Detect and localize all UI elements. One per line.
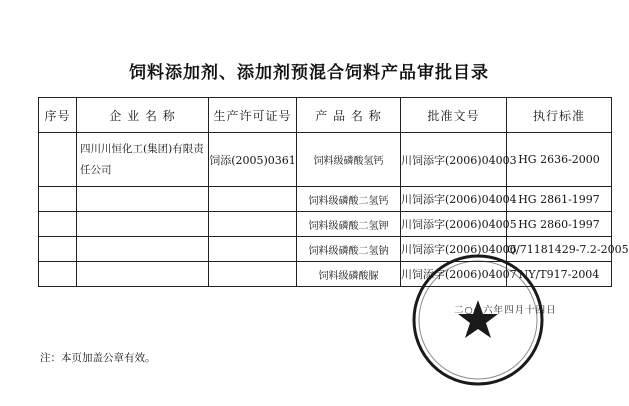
approval-cell: 川饲添字(2006)04006 xyxy=(401,237,507,262)
company-cell xyxy=(77,187,209,212)
standard-cell: HG 2636-2000 xyxy=(507,133,612,187)
header-company: 企 业 名 称 xyxy=(77,98,209,133)
serial-cell xyxy=(39,237,77,262)
standard-cell: Q/71181429-7.2-2005 xyxy=(507,237,612,262)
company-cell xyxy=(77,262,209,287)
company-cell xyxy=(77,237,209,262)
company-cell: 四川川恒化工(集团)有限责任公司 xyxy=(77,133,209,187)
header-product: 产 品 名 称 xyxy=(297,98,401,133)
company-cell xyxy=(77,212,209,237)
table-row xyxy=(39,187,612,212)
product-cell: 饲料级磷酸二氢钾 xyxy=(297,212,401,237)
header-license: 生产许可证号 xyxy=(209,98,297,133)
license-cell xyxy=(209,237,297,262)
license-cell: 饲添(2005)0361 xyxy=(209,133,297,187)
table-row xyxy=(39,212,612,237)
footnote: 注：本页加盖公章有效。 xyxy=(40,352,156,364)
approval-cell: 川饲添字(2006)04005 xyxy=(401,212,507,237)
license-cell xyxy=(209,187,297,212)
license-cell xyxy=(209,212,297,237)
serial-cell xyxy=(39,262,77,287)
serial-cell xyxy=(39,133,77,187)
approval-cell: 川饲添字(2006)04004 xyxy=(401,187,507,212)
product-cell: 饲料级磷酸二氢钙 xyxy=(297,187,401,212)
product-cell: 饲料级磷酸二氢钠 xyxy=(297,237,401,262)
table-header-row xyxy=(39,98,612,133)
standard-cell: HG 2860-1997 xyxy=(507,212,612,237)
approval-cell: 川饲添字(2006)04003 xyxy=(401,133,507,187)
header-approval: 批准文号 xyxy=(401,98,507,133)
issue-date: 二○○六年四月十四日 xyxy=(454,305,557,316)
table-row xyxy=(39,133,612,187)
header-standard: 执行标准 xyxy=(507,98,612,133)
standard-cell: NY/T917-2004 xyxy=(507,262,612,287)
serial-cell xyxy=(39,187,77,212)
serial-cell xyxy=(39,212,77,237)
document-title: 饲料添加剂、添加剂预混合饲料产品审批目录 xyxy=(129,63,489,83)
product-cell: 饲料级磷酸脲 xyxy=(297,262,401,287)
standard-cell: HG 2861-1997 xyxy=(507,187,612,212)
approval-cell: 川饲添字(2006)04007 xyxy=(401,262,507,287)
product-cell: 饲料级磷酸氢钙 xyxy=(297,133,401,187)
official-seal-icon xyxy=(408,250,548,390)
header-serial: 序号 xyxy=(39,98,77,133)
license-cell xyxy=(209,262,297,287)
